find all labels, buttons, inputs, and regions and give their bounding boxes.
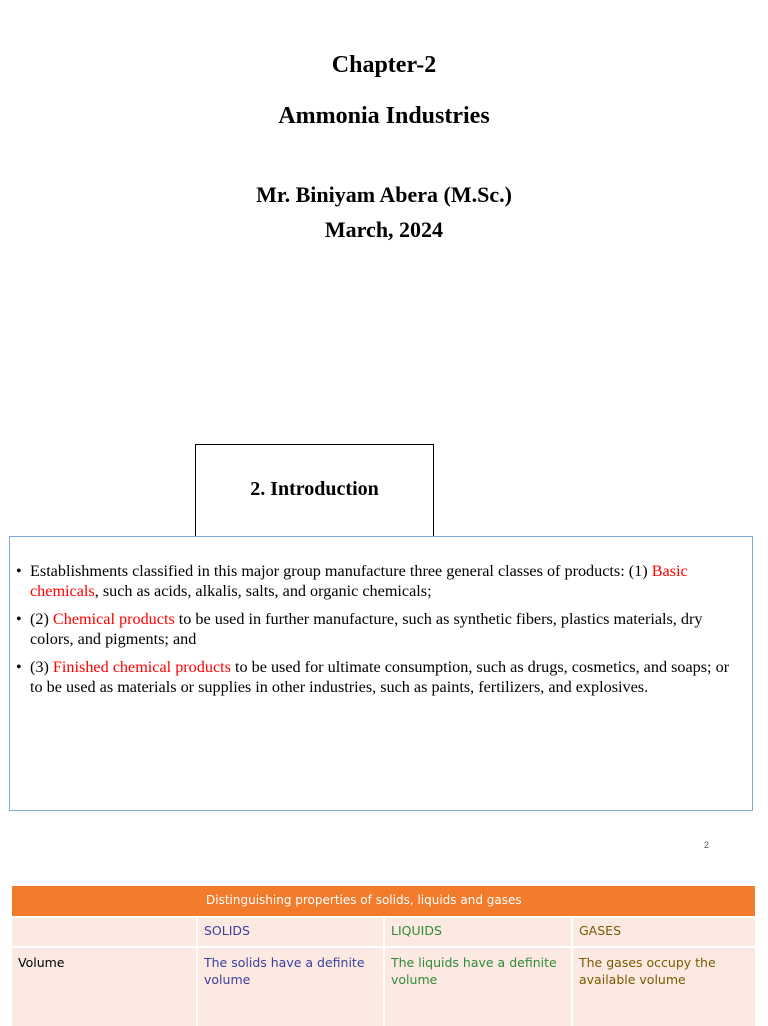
- cell-liquids-volume: The liquids have a definite volume: [391, 955, 557, 987]
- bullet-icon: •: [16, 562, 22, 580]
- row-label-volume: Volume: [18, 955, 65, 970]
- bullet-text-part: (2): [30, 610, 53, 628]
- column-header-solids: SOLIDS: [204, 923, 250, 938]
- bullet-text: [30, 609, 738, 649]
- slide-title: Ammonia Industries: [278, 103, 490, 129]
- bullet-text-part: Establishments classified in this major group manufacture three general classes of products: (1): [30, 562, 652, 580]
- bullet-item: [16, 657, 738, 697]
- column-divider: [196, 916, 198, 1026]
- bullet-text-part: to be used for ultimate consumption, such as drugs, cosmetics, and soaps; or to be used as materials or supplies in other industries, such as paints, fertilizers, and explosives.: [30, 658, 730, 696]
- table-title-bar: [12, 886, 755, 916]
- column-divider: [571, 916, 573, 1026]
- intro-content-box: [9, 536, 753, 811]
- column-header-gases: GASES: [579, 923, 622, 938]
- cell-solids-volume: The solids have a definite volume: [204, 955, 365, 987]
- chapter-title: Chapter-2: [331, 52, 437, 78]
- cell-gases-volume: The gases occupy the available volume: [579, 955, 716, 987]
- highlighted-term: Basic chemicals: [30, 562, 688, 600]
- bullet-item: [16, 561, 738, 601]
- bullet-text-part: , such as acids, alkalis, salts, and organic chemicals;: [94, 582, 432, 600]
- bullet-text-part: to be used in further manufacture, such as synthetic fibers, plastics materials, dry colors, and pigments; and: [30, 610, 703, 648]
- author-name: Mr. Biniyam Abera (M.Sc.): [256, 182, 512, 207]
- table-title: Distinguishing properties of solids, liquids and gases: [206, 893, 522, 907]
- bullet-icon: •: [16, 658, 22, 676]
- intro-heading: 2. Introduction: [250, 478, 379, 500]
- highlighted-term: Chemical products: [52, 610, 175, 628]
- bullet-text-part: (3): [30, 658, 53, 676]
- page-number: 2: [704, 840, 710, 850]
- bullet-item: [16, 609, 738, 649]
- column-divider: [383, 916, 385, 1026]
- bullet-icon: •: [16, 610, 22, 628]
- presentation-date: March, 2024: [324, 217, 444, 242]
- column-header-liquids: LIQUIDS: [391, 923, 442, 938]
- properties-table: [12, 886, 755, 1026]
- bullet-text: [30, 561, 738, 601]
- intro-heading-box: [195, 444, 434, 539]
- bullet-text: [30, 657, 738, 697]
- highlighted-term: Finished chemical products: [52, 658, 231, 676]
